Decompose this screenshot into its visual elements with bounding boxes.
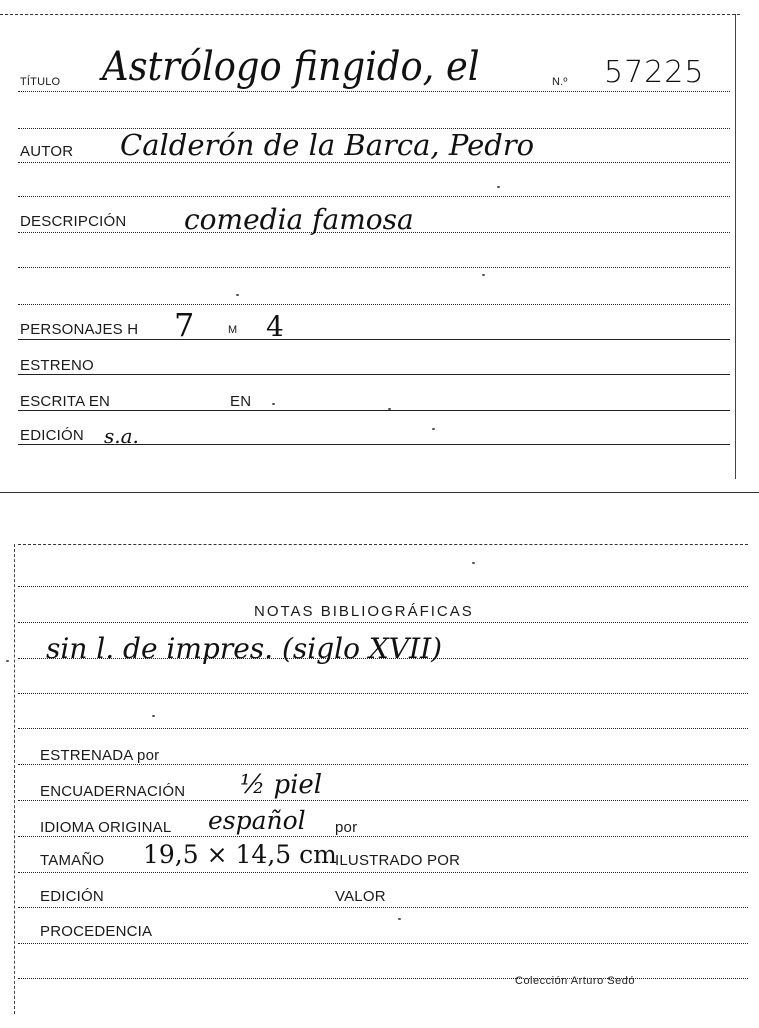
rule-line — [18, 622, 748, 623]
procedencia-label: PROCEDENCIA — [40, 923, 153, 940]
personajes-label: PERSONAJES H — [20, 321, 139, 338]
rule-line — [18, 304, 730, 305]
encuadernacion-value: ½ piel — [240, 770, 323, 800]
idioma-value: español — [208, 806, 306, 835]
scan-speck — [152, 715, 155, 717]
rule-line — [18, 410, 730, 411]
scan-speck — [398, 918, 401, 920]
estrenada-label: ESTRENADA por — [40, 747, 160, 764]
card-top-edge — [18, 544, 748, 545]
numero-label: N.º — [552, 76, 568, 88]
tamano-label: TAMAÑO — [40, 852, 105, 869]
rule-line — [18, 693, 748, 694]
notas-value: sin l. de impres. (siglo XVII) — [46, 632, 443, 665]
autor-value: Calderón de la Barca, Pedro — [120, 128, 535, 162]
catalog-card-top — [0, 0, 759, 493]
ilustrado-label: ILUSTRADO POR — [335, 852, 461, 869]
scan-speck — [388, 408, 391, 410]
rule-line — [18, 907, 748, 908]
tamano-value: 19,5 × 14,5 cm — [143, 840, 337, 869]
rule-line — [18, 872, 748, 873]
collection-credit: Colección Arturo Sedó — [515, 975, 635, 987]
rule-line — [18, 339, 730, 340]
numero-value: 57225 — [604, 55, 705, 90]
rule-line — [18, 764, 748, 765]
edicion-value: s.a. — [104, 424, 139, 448]
escrita-en-label: EN — [230, 393, 252, 410]
escrita-label: ESCRITA EN — [20, 393, 111, 410]
estreno-label: ESTRENO — [20, 357, 94, 374]
rule-line — [18, 728, 748, 729]
scan-speck — [272, 403, 275, 405]
rule-line — [18, 196, 730, 197]
valor-label: VALOR — [335, 888, 386, 905]
scan-speck — [6, 660, 9, 662]
rule-line — [18, 943, 748, 944]
personajes-m-label: M — [228, 324, 238, 336]
scan-speck — [497, 186, 500, 188]
notas-heading: NOTAS BIBLIOGRÁFICAS — [254, 603, 474, 620]
card-bottom-edge — [0, 492, 759, 493]
catalog-card-bottom — [0, 540, 759, 1028]
idioma-por-label: por — [335, 819, 358, 836]
scan-speck — [472, 562, 475, 564]
card-left-edge — [14, 544, 15, 1014]
edicion-bottom-label: EDICIÓN — [40, 888, 104, 905]
autor-label: AUTOR — [20, 143, 74, 160]
idioma-label: IDIOMA ORIGINAL — [40, 819, 172, 836]
personajes-m-value: 4 — [266, 310, 284, 343]
descripcion-label: DESCRIPCIÓN — [20, 213, 127, 230]
rule-line — [18, 374, 730, 375]
rule-line — [18, 586, 748, 587]
rule-line — [18, 267, 730, 268]
card-top-edge — [0, 14, 740, 15]
rule-line — [18, 800, 748, 801]
rule-line — [18, 91, 730, 92]
rule-line — [18, 836, 748, 837]
rule-line — [18, 162, 730, 163]
card-right-edge — [735, 14, 736, 479]
encuadernacion-label: ENCUADERNACIÓN — [40, 783, 186, 800]
titulo-label: TÍTULO — [20, 76, 61, 88]
edicion-label: EDICIÓN — [20, 427, 84, 444]
scan-speck — [236, 294, 239, 296]
personajes-h-value: 7 — [174, 306, 195, 344]
rule-line — [18, 978, 748, 979]
titulo-value: Astrólogo fingido, el — [102, 44, 480, 90]
scan-speck — [482, 274, 485, 276]
descripcion-value: comedia famosa — [184, 203, 414, 236]
scan-speck — [432, 428, 435, 430]
